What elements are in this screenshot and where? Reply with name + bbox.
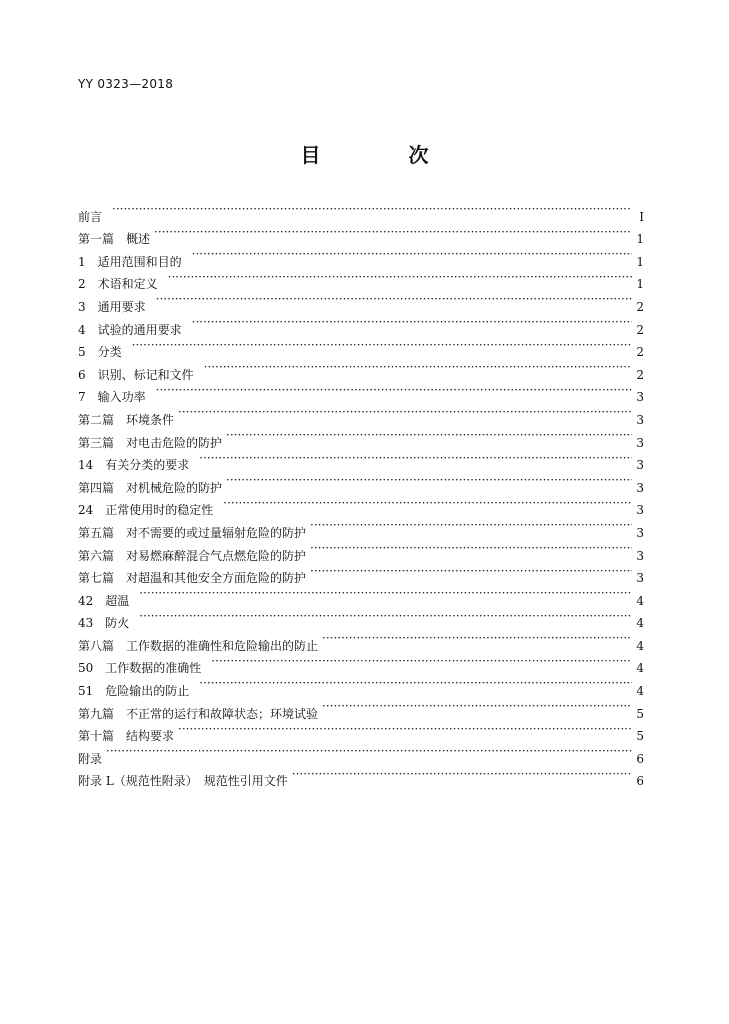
- toc-entry-page-number: 6: [636, 774, 644, 789]
- toc-dot-leader: [322, 695, 632, 718]
- toc-entry-label: 第一篇 概述: [78, 232, 151, 247]
- toc-entry-label: 第二篇 环境条件: [78, 412, 175, 427]
- toc-dot-leader: [199, 447, 632, 470]
- toc-entry-page-number: 6: [636, 751, 644, 766]
- toc-entry-page-number: 1: [636, 254, 644, 269]
- toc-entry-page-number: Ⅰ: [639, 209, 644, 224]
- toc-entry[interactable]: [78, 198, 644, 224]
- toc-entry-number: 24: [78, 503, 94, 518]
- toc-entry-page-number: 4: [636, 661, 644, 676]
- toc-entry[interactable]: [78, 582, 644, 608]
- toc-dot-leader: [178, 401, 632, 424]
- toc-dot-leader: [204, 356, 632, 379]
- toc-entry-number: 7: [78, 390, 86, 405]
- toc-entry-page-number: 2: [636, 345, 644, 360]
- toc-entry[interactable]: [78, 243, 644, 269]
- toc-entry-page-number: 3: [636, 458, 644, 473]
- toc-dot-leader: [132, 334, 632, 357]
- toc-dot-leader: [322, 627, 632, 650]
- toc-entry-number: 4: [78, 322, 86, 337]
- toc-entry-label: 工作数据的准确性: [105, 661, 202, 676]
- toc-entry[interactable]: [78, 379, 644, 405]
- toc-dot-leader: [168, 266, 632, 289]
- toc-dot-leader: [292, 763, 632, 786]
- toc-entry-label: 术语和定义: [97, 277, 158, 292]
- toc-entry-label: 有关分类的要求: [105, 458, 190, 473]
- toc-entry[interactable]: [78, 356, 644, 382]
- toc-title: 目 次: [300, 143, 463, 167]
- toc-dot-leader: [139, 605, 632, 628]
- toc-entry[interactable]: [78, 334, 644, 360]
- toc-dot-leader: [178, 718, 632, 741]
- toc-entry-label: 附录: [78, 751, 103, 766]
- toc-entry-label: 第九篇 不正常的运行和故障状态；环境试验: [78, 706, 319, 721]
- toc-entry-label: 第六篇 对易燃麻醉混合气点燃危险的防护: [78, 548, 307, 563]
- toc-entry-label: 输入功率: [97, 390, 146, 405]
- toc-entry-label: 前言: [78, 209, 103, 224]
- toc-entry-number: 14: [78, 458, 94, 473]
- toc-entry-number: 43: [78, 616, 94, 631]
- toc-entry-page-number: 4: [636, 593, 644, 608]
- toc-dot-leader: [310, 537, 632, 560]
- toc-entry-label: 第三篇 对电击危险的防护: [78, 435, 223, 450]
- toc-entry-label: 分类: [97, 345, 122, 360]
- toc-entry-page-number: 4: [636, 638, 644, 653]
- toc-entry[interactable]: [78, 763, 644, 789]
- toc-entry-label: 识别、标记和文件: [97, 367, 194, 382]
- toc-entry-page-number: 5: [636, 729, 644, 744]
- toc-entry-label: 适用范围和目的: [97, 254, 182, 269]
- toc-entry[interactable]: [78, 221, 644, 247]
- toc-entry-page-number: 4: [636, 616, 644, 631]
- toc-entry-label: 第八篇 工作数据的准确性和危险输出的防止: [78, 638, 319, 653]
- toc-entry-page-number: 3: [636, 548, 644, 563]
- toc-entry-label: 正常使用时的稳定性: [105, 503, 214, 518]
- toc-dot-leader: [223, 492, 632, 515]
- toc-entry[interactable]: [78, 401, 644, 427]
- toc-entry-label: 试验的通用要求: [97, 322, 182, 337]
- toc-dot-leader: [211, 650, 632, 673]
- toc-entry-page-number: 3: [636, 503, 644, 518]
- toc-entry-page-number: 5: [636, 706, 644, 721]
- toc-dot-leader: [156, 379, 632, 402]
- toc-entry-number: 51: [78, 684, 94, 699]
- toc-dot-leader: [156, 288, 632, 311]
- toc-entry-label: 第七篇 对超温和其他安全方面危险的防护: [78, 571, 307, 586]
- toc-entry-label: 第五篇 对不需要的或过量辐射危险的防护: [78, 525, 307, 540]
- toc-entry-number: 5: [78, 345, 86, 360]
- toc-entry-number: 2: [78, 277, 86, 292]
- toc-entry-page-number: 3: [636, 480, 644, 495]
- toc-entry-number: 42: [78, 593, 94, 608]
- toc-entry-number: 3: [78, 299, 86, 314]
- toc-dot-leader: [192, 311, 632, 334]
- toc-entry-label: 超温: [105, 593, 130, 608]
- toc-entry-page-number: 3: [636, 412, 644, 427]
- toc-entry-label: 防火: [105, 616, 130, 631]
- toc-dot-leader: [226, 424, 632, 447]
- toc-entry-page-number: 3: [636, 390, 644, 405]
- toc-dot-leader: [199, 672, 632, 695]
- toc-entry[interactable]: [78, 311, 644, 337]
- toc-dot-leader: [106, 740, 632, 763]
- toc-entry-page-number: 3: [636, 435, 644, 450]
- toc-entry-label: 第四篇 对机械危险的防护: [78, 480, 223, 495]
- toc-dot-leader: [139, 582, 632, 605]
- toc-entry-page-number: 1: [636, 232, 644, 247]
- table-of-contents: [78, 198, 644, 789]
- toc-entry-page-number: 2: [636, 322, 644, 337]
- toc-entry-page-number: 1: [636, 277, 644, 292]
- toc-dot-leader: [310, 560, 632, 583]
- document-code: YY 0323—2018: [78, 77, 174, 91]
- toc-entry-number: 50: [78, 661, 94, 676]
- toc-entry-page-number: 2: [636, 367, 644, 382]
- toc-entry-page-number: 4: [636, 684, 644, 699]
- toc-entry-label: 危险输出的防止: [105, 684, 190, 699]
- toc-entry-page-number: 2: [636, 299, 644, 314]
- toc-entry[interactable]: [78, 740, 644, 766]
- toc-dot-leader: [192, 243, 632, 266]
- toc-entry-page-number: 3: [636, 525, 644, 540]
- toc-dot-leader: [154, 221, 632, 244]
- toc-entry[interactable]: [78, 288, 644, 314]
- toc-entry-page-number: 3: [636, 571, 644, 586]
- toc-dot-leader: [112, 198, 632, 221]
- toc-entry-number: 6: [78, 367, 86, 382]
- toc-entry[interactable]: [78, 627, 644, 653]
- toc-entry[interactable]: [78, 605, 644, 631]
- toc-entry-label: 附录 L（规范性附录） 规范性引用文件: [78, 774, 288, 789]
- toc-dot-leader: [310, 514, 632, 537]
- toc-dot-leader: [226, 469, 632, 492]
- toc-entry-label: 通用要求: [97, 299, 146, 314]
- toc-entry-label: 第十篇 结构要求: [78, 729, 175, 744]
- toc-entry-number: 1: [78, 254, 86, 269]
